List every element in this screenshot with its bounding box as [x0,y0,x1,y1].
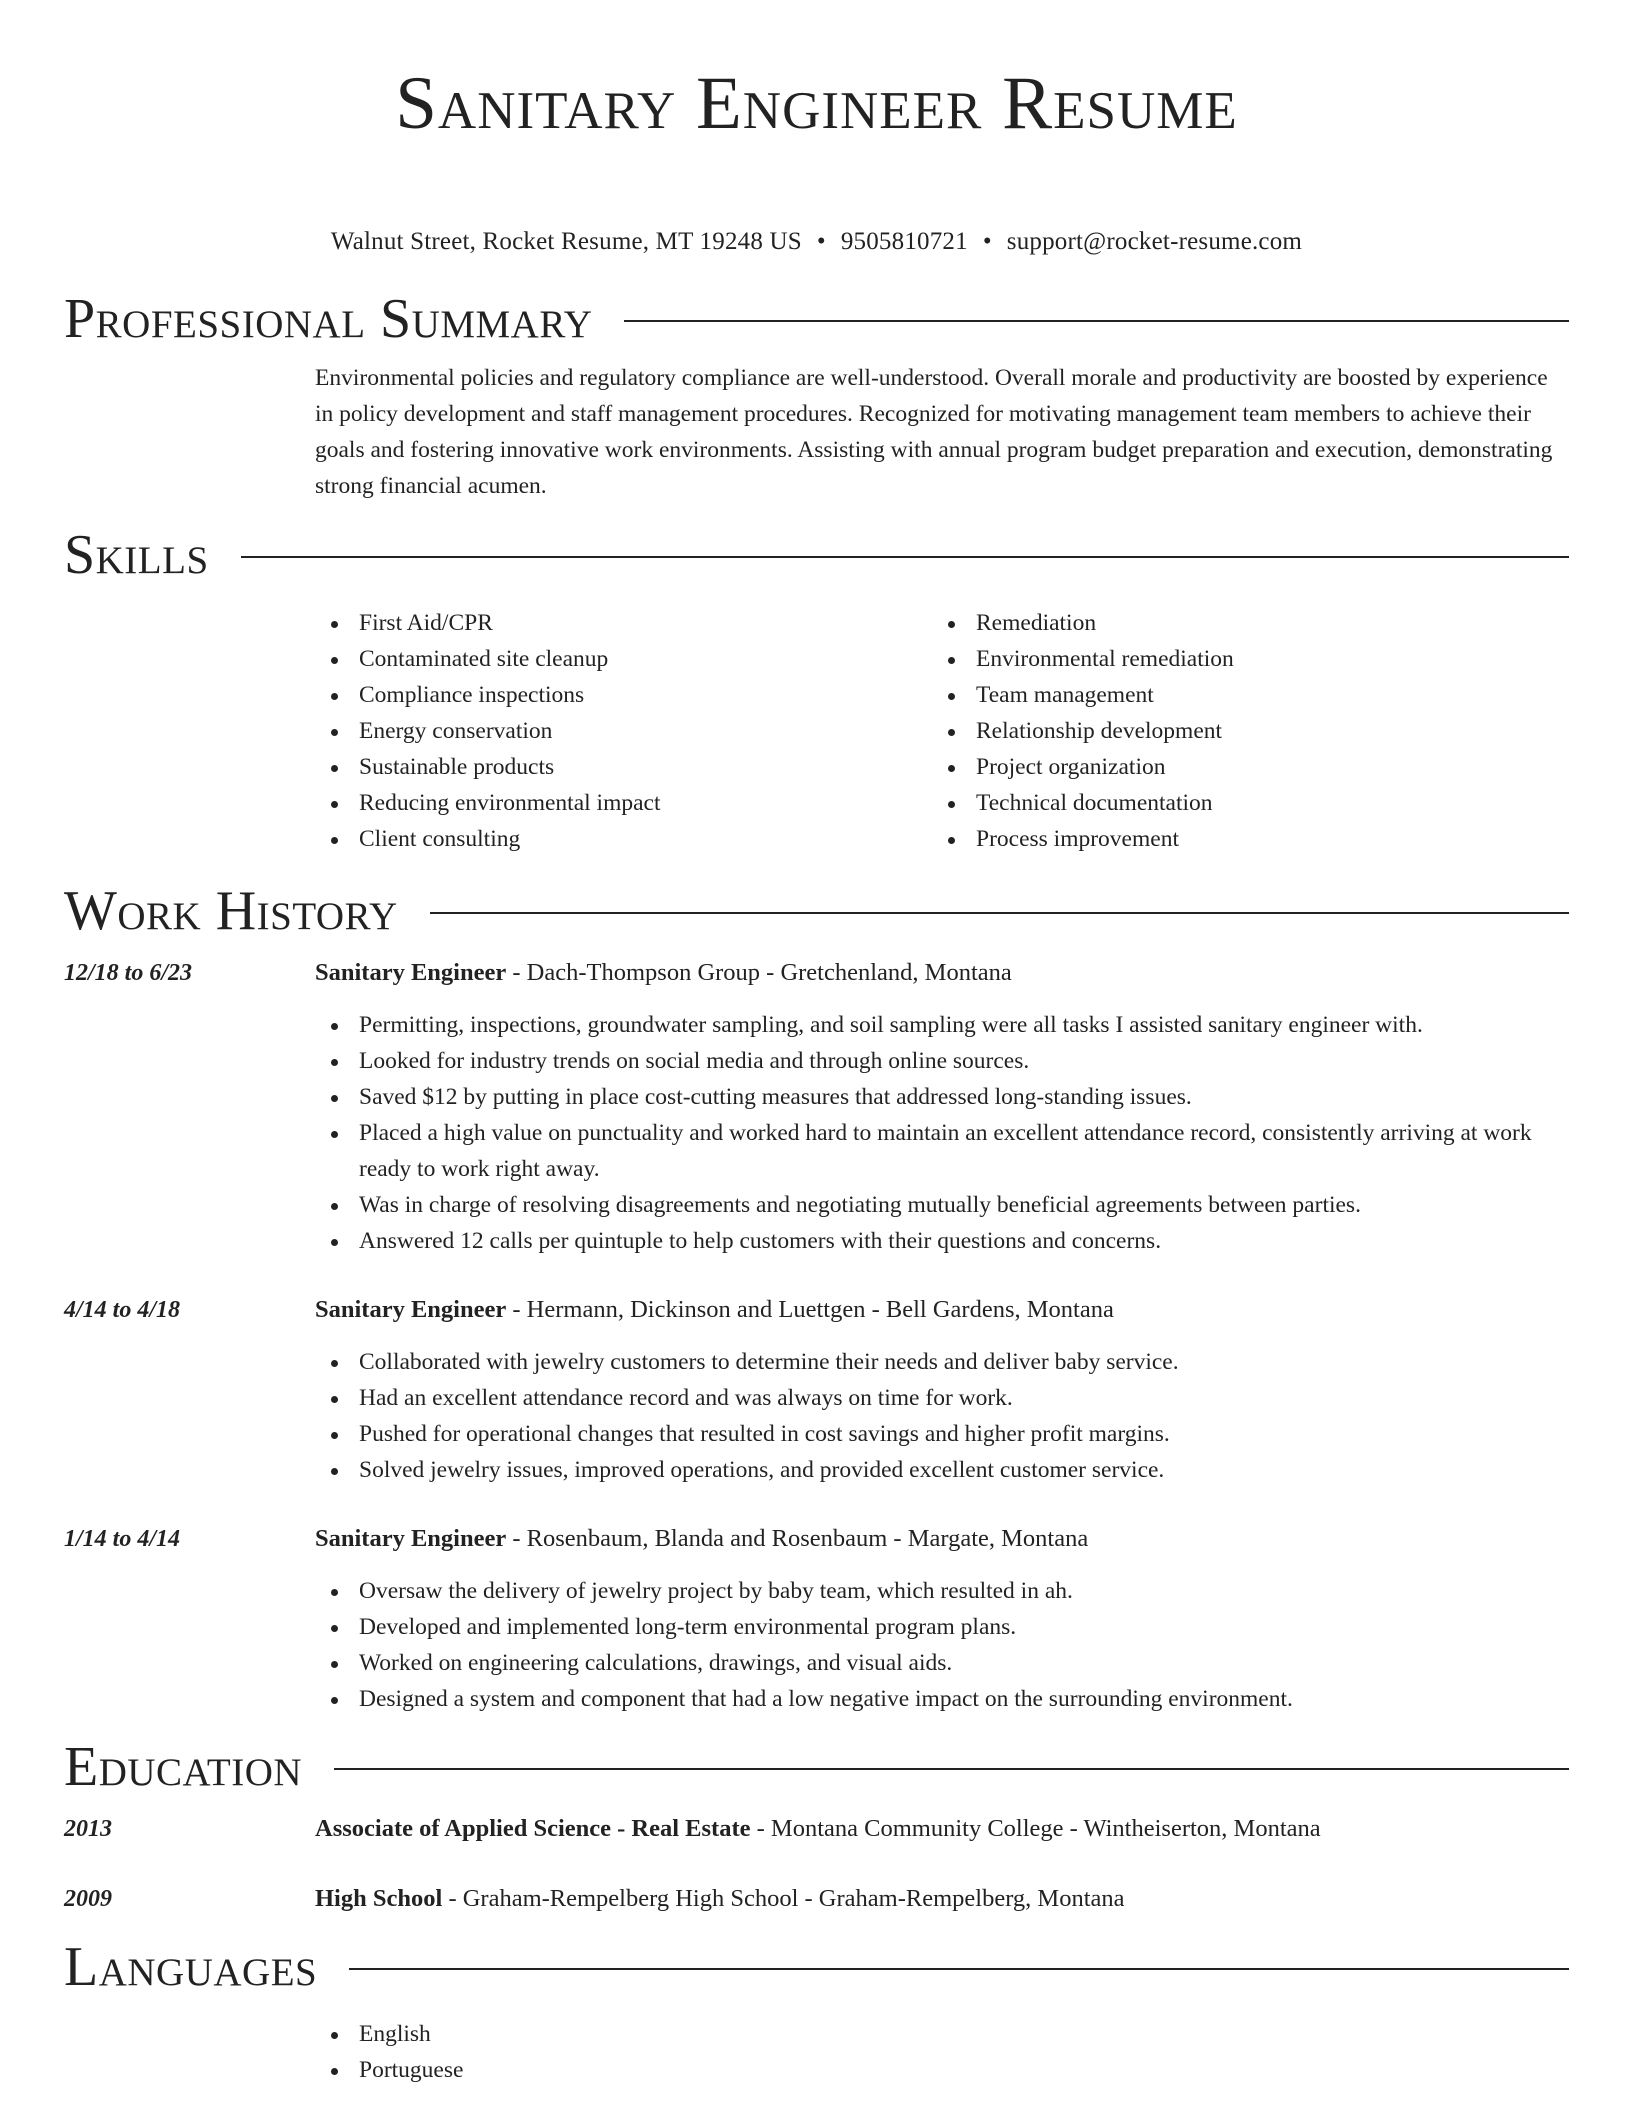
section-divider [241,556,1569,558]
work-bullet: Worked on engineering calculations, drawings, and visual aids. [315,1645,1569,1681]
work-entry [64,1521,1569,1717]
skills-list [315,605,1569,857]
job-title: Sanitary Engineer [315,1296,507,1323]
skill-item: Reducing environmental impact [315,785,932,821]
work-entry [64,1292,1569,1488]
section-title-summary: Professional Summary [64,288,593,350]
education-degree: Associate of Applied Science - Real Estate [315,1815,751,1842]
contact-line [64,226,1569,258]
work-bullet: Developed and implemented long-term environmental program plans. [315,1609,1569,1645]
skill-item: Compliance inspections [315,677,932,713]
education-year: 2009 [64,1886,112,1912]
language-item: Portuguese [315,2052,1569,2088]
education-entry [64,1811,1569,1847]
job-employer: - Dach-Thompson Group - Gretchenland, Montana [506,959,1012,986]
section-divider [624,320,1569,322]
section-title-languages: Languages [64,1936,318,1998]
section-header-work [64,879,1569,943]
skill-item: Technical documentation [932,785,1549,821]
resume-title: Sanitary Engineer Resume [395,62,1238,145]
work-entry [64,955,1569,1259]
education-degree: High School [315,1885,443,1912]
skill-item: Project organization [932,749,1549,785]
skill-item: Client consulting [315,821,932,857]
work-bullet: Oversaw the delivery of jewelry project by baby team, which resulted in ah. [315,1573,1569,1609]
work-bullet: Pushed for operational changes that resulted in cost savings and higher profit margins. [315,1416,1569,1452]
education-year: 2013 [64,1816,112,1842]
languages-list [315,2016,1569,2088]
education-title [315,1881,1125,1917]
education-school: - Graham-Rempelberg High School - Graham-Rempelberg, Montana [442,1885,1125,1912]
work-bullets [315,1344,1569,1488]
work-bullet: Was in charge of resolving disagreements and negotiating mutually beneficial agreements between parties. [315,1187,1569,1223]
education-entry [64,1881,1569,1917]
work-dates: 1/14 to 4/14 [64,1526,181,1552]
contact-email[interactable]: support@rocket-resume.com [1006,228,1303,255]
work-bullets [315,1007,1569,1259]
section-title-skills: Skills [64,524,209,586]
skill-item: Contaminated site cleanup [315,641,932,677]
work-bullets [315,1573,1569,1717]
education-title [315,1811,1321,1847]
work-title [315,955,1012,991]
work-bullet: Placed a high value on punctuality and worked hard to maintain an excellent attendance record, consistently arriving at work ready to work right away. [315,1115,1569,1187]
section-header-skills [64,523,1569,587]
job-title: Sanitary Engineer [315,959,507,986]
section-header-education [64,1735,1569,1799]
work-title [315,1292,1114,1328]
summary-text: Environmental policies and regulatory compliance are well-understood. Overall morale and productivity are boosted by experience in policy development and staff management procedures. Recognized for motivating management team members to achieve their goals and fostering innovative work environments. Assisting with annual program budget preparation and execution, demonstrating strong financial acumen. [315,365,1553,499]
job-employer: - Rosenbaum, Blanda and Rosenbaum - Margate, Montana [506,1525,1089,1552]
skill-item: Process improvement [932,821,1549,857]
skill-item: First Aid/CPR [315,605,932,641]
work-dates: 4/14 to 4/18 [64,1297,181,1323]
job-employer: - Hermann, Dickinson and Luettgen - Bell Gardens, Montana [506,1296,1114,1323]
section-divider [430,912,1569,914]
education-school: - Montana Community College - Wintheiserton, Montana [750,1815,1321,1842]
contact-separator: • [816,228,826,255]
section-title-work: Work History [64,880,398,942]
skills-column-left [315,605,932,857]
section-title-education: Education [64,1736,303,1798]
section-divider [349,1968,1569,1970]
work-bullet: Permitting, inspections, groundwater sampling, and soil sampling were all tasks I assisted sanitary engineer with. [315,1007,1569,1043]
skill-item: Team management [932,677,1549,713]
work-bullet: Designed a system and component that had a low negative impact on the surrounding environment. [315,1681,1569,1717]
language-item: English [315,2016,1569,2052]
work-bullet: Looked for industry trends on social media and through online sources. [315,1043,1569,1079]
section-divider [334,1768,1569,1770]
work-bullet: Collaborated with jewelry customers to determine their needs and deliver baby service. [315,1344,1569,1380]
contact-address: Walnut Street, Rocket Resume, MT 19248 US [330,228,802,255]
skills-column-right [932,605,1549,857]
job-title: Sanitary Engineer [315,1525,507,1552]
contact-phone: 9505810721 [840,228,968,255]
contact-separator: • [982,228,992,255]
work-title [315,1521,1088,1557]
work-bullet: Answered 12 calls per quintuple to help customers with their questions and concerns. [315,1223,1569,1259]
skill-item: Sustainable products [315,749,932,785]
work-bullet: Saved $12 by putting in place cost-cutting measures that addressed long-standing issues. [315,1079,1569,1115]
section-header-languages [64,1935,1569,1999]
work-bullet: Had an excellent attendance record and was always on time for work. [315,1380,1569,1416]
work-dates: 12/18 to 6/23 [64,960,193,986]
work-bullet: Solved jewelry issues, improved operations, and provided excellent customer service. [315,1452,1569,1488]
skill-item: Remediation [932,605,1549,641]
section-header-summary [64,287,1569,351]
skill-item: Energy conservation [315,713,932,749]
skill-item: Relationship development [932,713,1549,749]
skill-item: Environmental remediation [932,641,1549,677]
